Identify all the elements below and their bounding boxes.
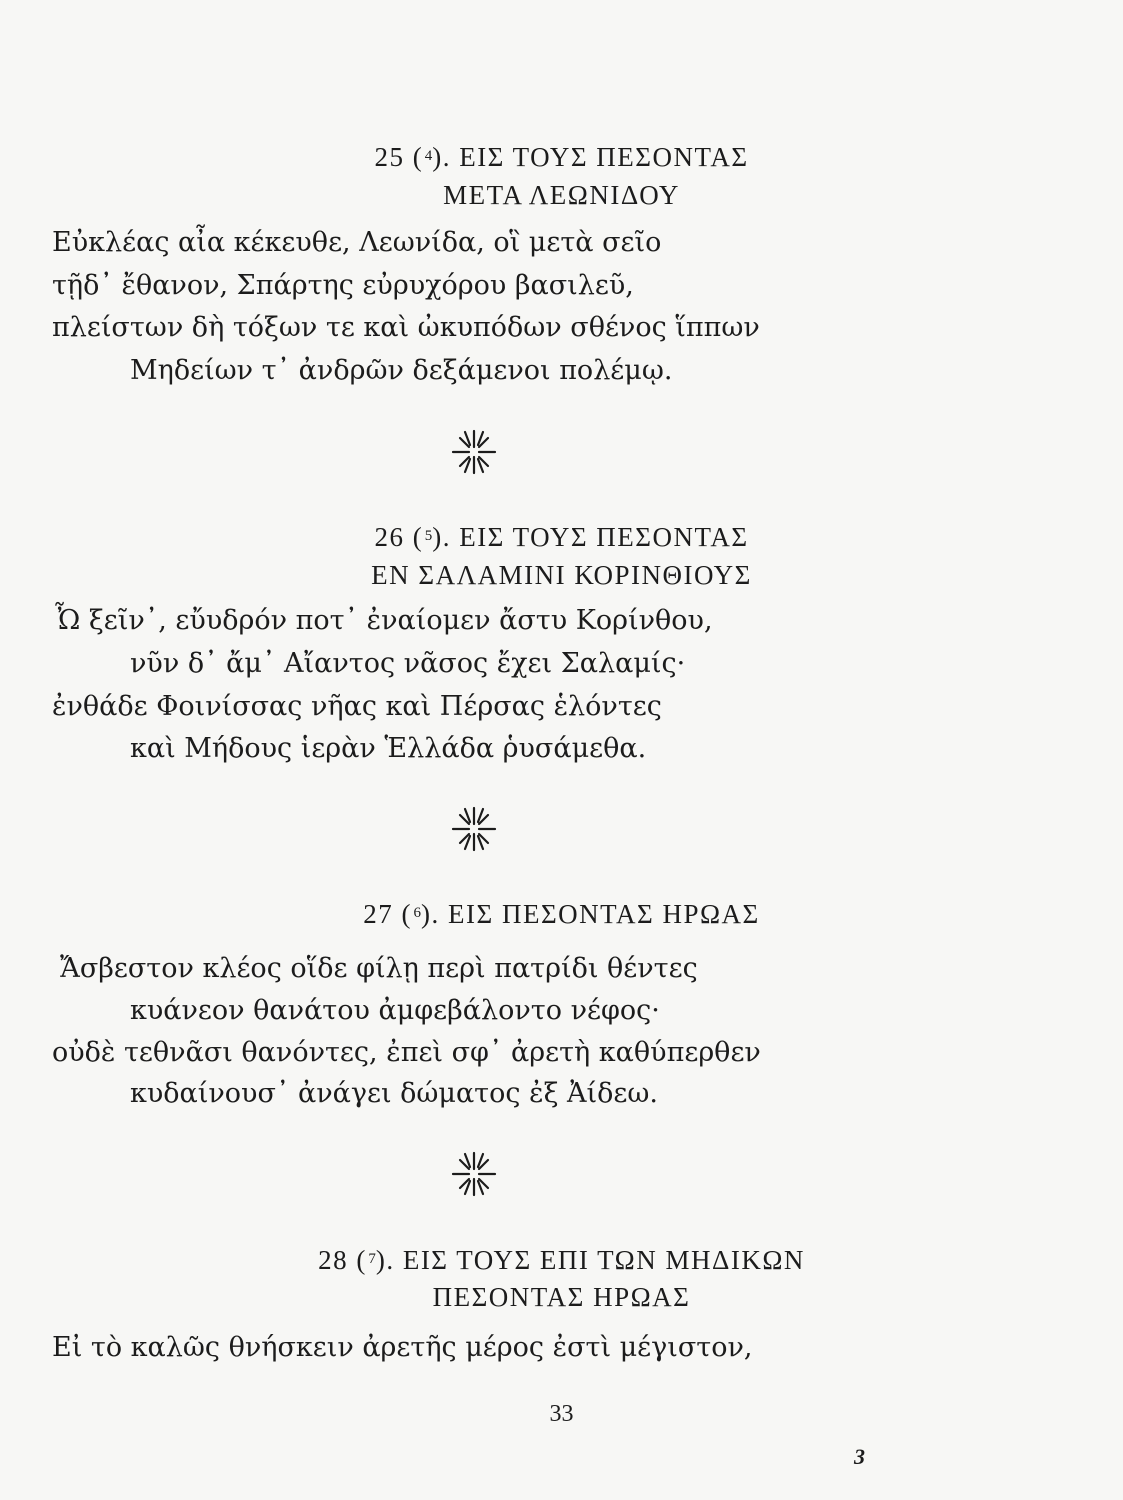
poem-25-verse-2: τῇδ᾽ ἔθανον, Σπάρτης εὐρυχόρου βασιλεῦ, <box>52 270 634 301</box>
poem-25-title-line2: ΜΕΤΑ ΛΕΩΝΙΔΟΥ <box>443 180 680 210</box>
poem-25-verse-1: Εὐκλέας αἶα κέκευθε, Λεωνίδα, οἳ μετὰ σεῖο <box>52 227 662 258</box>
asterisk-ornament-icon <box>450 428 498 476</box>
poem-26-title-line2: ΕΝ ΣΑΛΑΜΙΝΙ ΚΟΡΙΝΘΙΟΥΣ <box>371 560 752 590</box>
poem-28-title-line1: ΕΙΣ ΤΟΥΣ ΕΠΙ ΤΩΝ ΜΗΔΙΚΩΝ <box>402 1245 805 1275</box>
poem-27-verse-1: Ἄσβεστον κλέος οἵδε φίλῃ περὶ πατρίδι θέντες <box>60 953 698 984</box>
poem-25-ref: 4 <box>424 148 433 164</box>
poem-27-title-line1: ΕΙΣ ΠΕΣΟΝΤΑΣ ΗΡΩΑΣ <box>448 899 760 929</box>
poem-28-title-line2: ΠΕΣΟΝΤΑΣ ΗΡΩΑΣ <box>432 1282 691 1312</box>
poem-26-verse-3: ἐνθάδε Φοινίσσας νῆας καὶ Πέρσας ἑλόντες <box>52 691 662 722</box>
poem-27-verse-2: κυάνεον θανάτου ἀμφεβάλοντο νέφος· <box>130 995 660 1026</box>
poem-26-verse-2: νῦν δ᾽ ἄμ᾽ Αἴαντος νᾶσος ἔχει Σαλαμίς· <box>130 648 686 679</box>
poem-28-heading-line1: 28 ($^7$). ΕΙΣ ΤΟΥΣ ΕΠΙ ΤΩΝ ΜΗΔΙΚΩΝ <box>318 1245 805 1275</box>
asterisk-ornament-icon <box>450 805 498 853</box>
sheet-mark: 3 <box>854 1444 865 1469</box>
poem-27-number: 27 <box>363 899 394 929</box>
poem-26-verse-4: καὶ Μήδους ἱερὰν Ἑλλάδα ῥυσάμεθα. <box>130 733 647 764</box>
poem-26-heading-line1: 26 ($^5$). ΕΙΣ ΤΟΥΣ ΠΕΣΟΝΤΑΣ <box>374 522 749 552</box>
poem-25-heading-line1: 25 ($^4$). ΕΙΣ ΤΟΥΣ ΠΕΣΟΝΤΑΣ <box>374 142 749 172</box>
poem-27-heading-line1: 27 ($^6$). ΕΙΣ ΠΕΣΟΝΤΑΣ ΗΡΩΑΣ <box>363 899 760 929</box>
poem-26-ref: 5 <box>424 528 433 544</box>
poem-28-number: 28 <box>318 1245 349 1275</box>
poem-26-verse-1: Ὦ ξεῖν᾽, εὔυδρόν ποτ᾽ ἐναίομεν ἄστυ Κορίνθου, <box>55 605 713 636</box>
poem-27-verse-3: οὐδὲ τεθνᾶσι θανόντες, ἐπεὶ σφ᾽ ἀρετὴ καθύπερθεν <box>52 1037 761 1068</box>
poem-25-title-line1: ΕΙΣ ΤΟΥΣ ΠΕΣΟΝΤΑΣ <box>459 142 749 172</box>
poem-27-ref: 6 <box>413 905 421 921</box>
poem-25-number: 25 <box>374 142 405 172</box>
poem-28-ref: 7 <box>368 1251 376 1267</box>
asterisk-ornament-icon <box>450 1150 498 1198</box>
poem-26-title-line1: ΕΙΣ ΤΟΥΣ ΠΕΣΟΝΤΑΣ <box>459 522 749 552</box>
poem-25-verse-3: πλείστων δὴ τόξων τε καὶ ὠκυπόδων σθένος ἵππων <box>52 312 760 343</box>
poem-27-verse-4: κυδαίνουσ᾽ ἀνάγει δώματος ἐξ Ἀίδεω. <box>130 1078 658 1109</box>
page-number: 33 <box>549 1401 574 1427</box>
poem-28-verse-1: Εἰ τὸ καλῶς θνήσκειν ἀρετῆς μέρος ἐστὶ μέγιστον, <box>52 1332 753 1363</box>
poem-25-verse-4: Μηδείων τ᾽ ἀνδρῶν δεξάμενοι πολέμῳ. <box>130 355 673 386</box>
poem-26-number: 26 <box>374 522 405 552</box>
